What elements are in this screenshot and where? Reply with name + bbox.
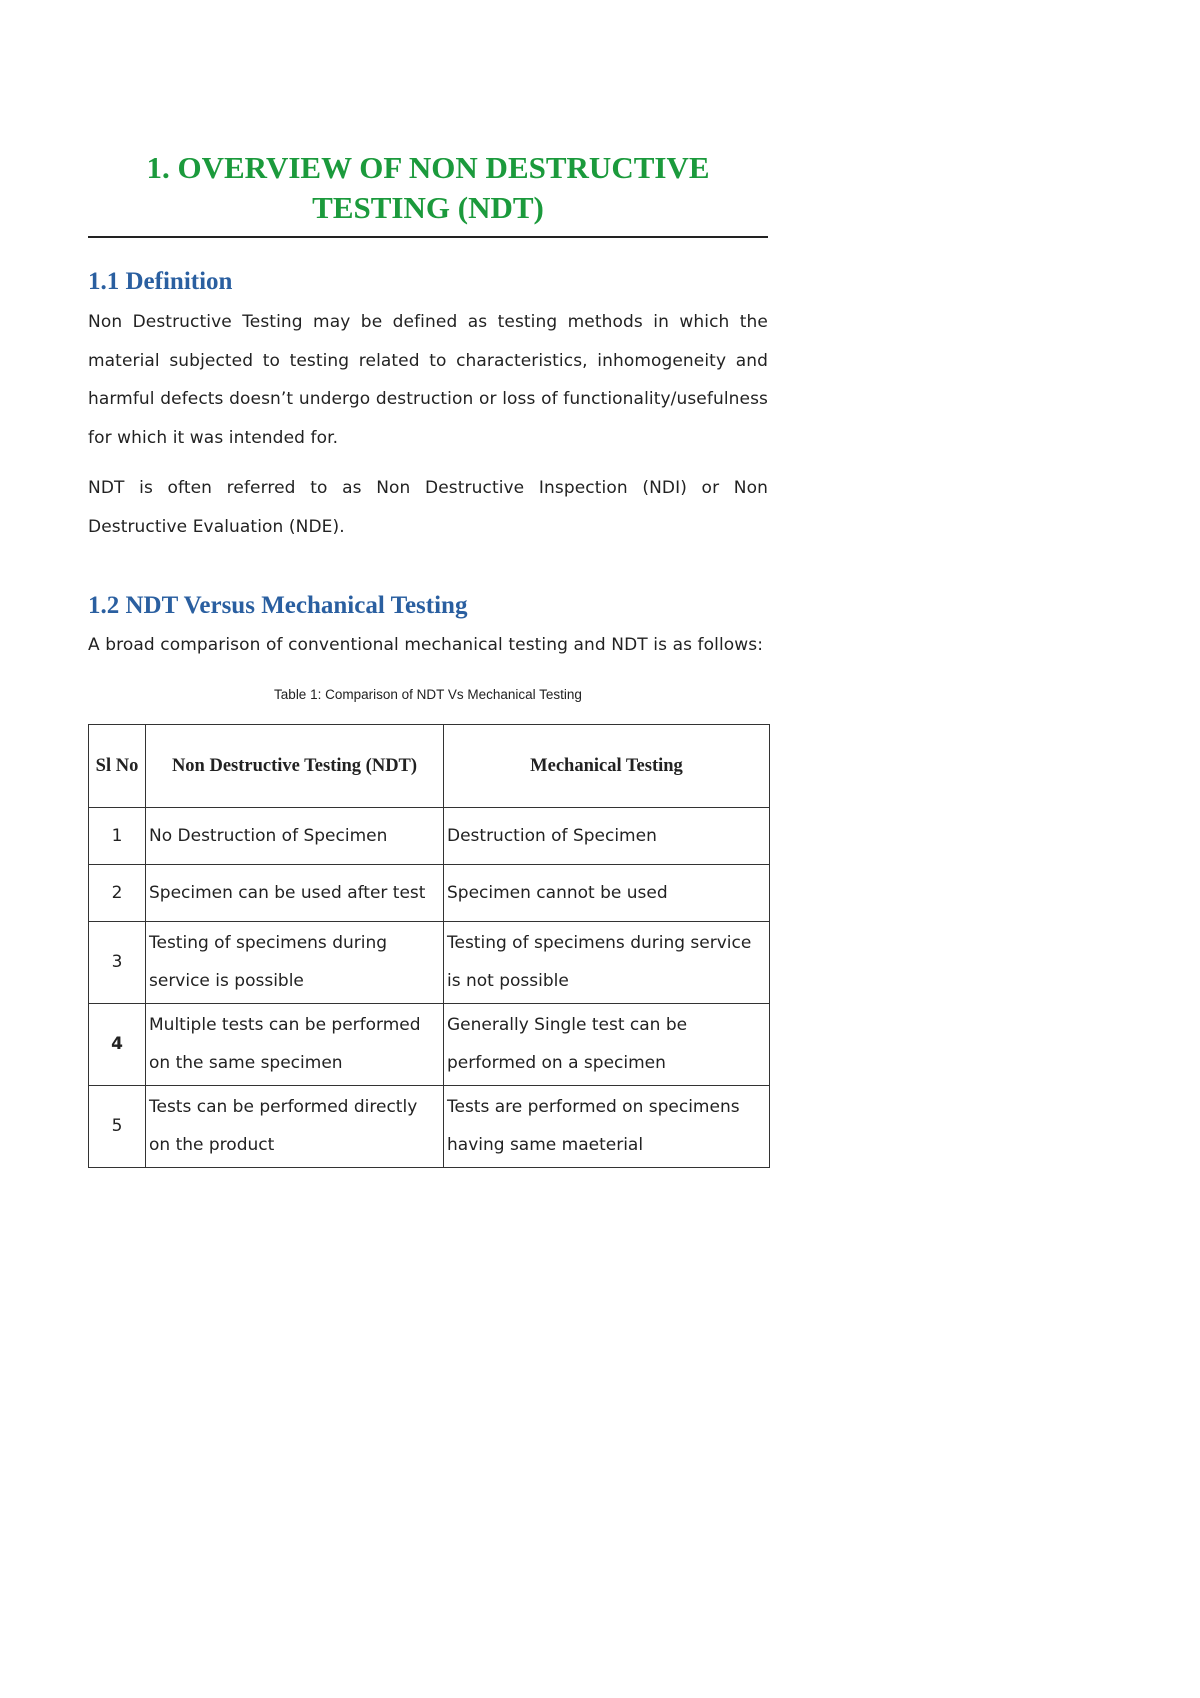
table-row (89, 864, 770, 921)
header-ndt: Non Destructive Testing (NDT) (146, 724, 444, 807)
table-row (89, 1003, 770, 1085)
table-header-row (89, 724, 770, 807)
cell-mechanical: Specimen cannot be used (444, 864, 770, 921)
chapter-title-line-2: TESTING (NDT) (312, 190, 544, 225)
table-row (89, 921, 770, 1003)
header-sl-no: Sl No (89, 724, 146, 807)
chapter-title-line-1: 1. OVERVIEW OF NON DESTRUCTIVE (146, 150, 710, 185)
table-row (89, 1085, 770, 1167)
cell-mechanical: Testing of specimens during service is not possible (444, 921, 770, 1003)
cell-mechanical: Destruction of Specimen (444, 807, 770, 864)
table-row (89, 807, 770, 864)
cell-sl-no: 5 (89, 1085, 146, 1167)
cell-mechanical: Tests are performed on specimens having same maeterial (444, 1085, 770, 1167)
table-caption: Table 1: Comparison of NDT Vs Mechanical Testing (274, 686, 582, 702)
cell-sl-no: 1 (89, 807, 146, 864)
comparison-intro: A broad comparison of conventional mechanical testing and NDT is as follows: (88, 635, 764, 655)
comparison-heading: 1.2 NDT Versus Mechanical Testing (88, 592, 468, 619)
definition-paragraph: Non Destructive Testing may be defined as testing methods in which the material subjected to testing related to characteristics, inhomogeneity and harmful defects doesn’t undergo destruction or loss of functionality/usefulness for which it was intended for. (88, 312, 768, 448)
cell-ndt: Specimen can be used after test (146, 864, 444, 921)
cell-ndt: Testing of specimens during service is possible (146, 921, 444, 1003)
cell-sl-no: 4 (89, 1003, 146, 1085)
chapter-title (88, 148, 768, 238)
definition-heading: 1.1 Definition (88, 268, 233, 295)
cell-ndt: Tests can be performed directly on the product (146, 1085, 444, 1167)
cell-sl-no: 3 (89, 921, 146, 1003)
cell-mechanical: Generally Single test can be performed on a specimen (444, 1003, 770, 1085)
comparison-table (88, 724, 770, 1168)
header-mechanical: Mechanical Testing (444, 724, 770, 807)
document-page (88, 148, 768, 1168)
cell-sl-no: 2 (89, 864, 146, 921)
ndt-alias-paragraph: NDT is often referred to as Non Destructive Inspection (NDI) or Non Destructive Evaluation (NDE). (88, 478, 768, 537)
cell-ndt: No Destruction of Specimen (146, 807, 444, 864)
cell-ndt: Multiple tests can be performed on the same specimen (146, 1003, 444, 1085)
